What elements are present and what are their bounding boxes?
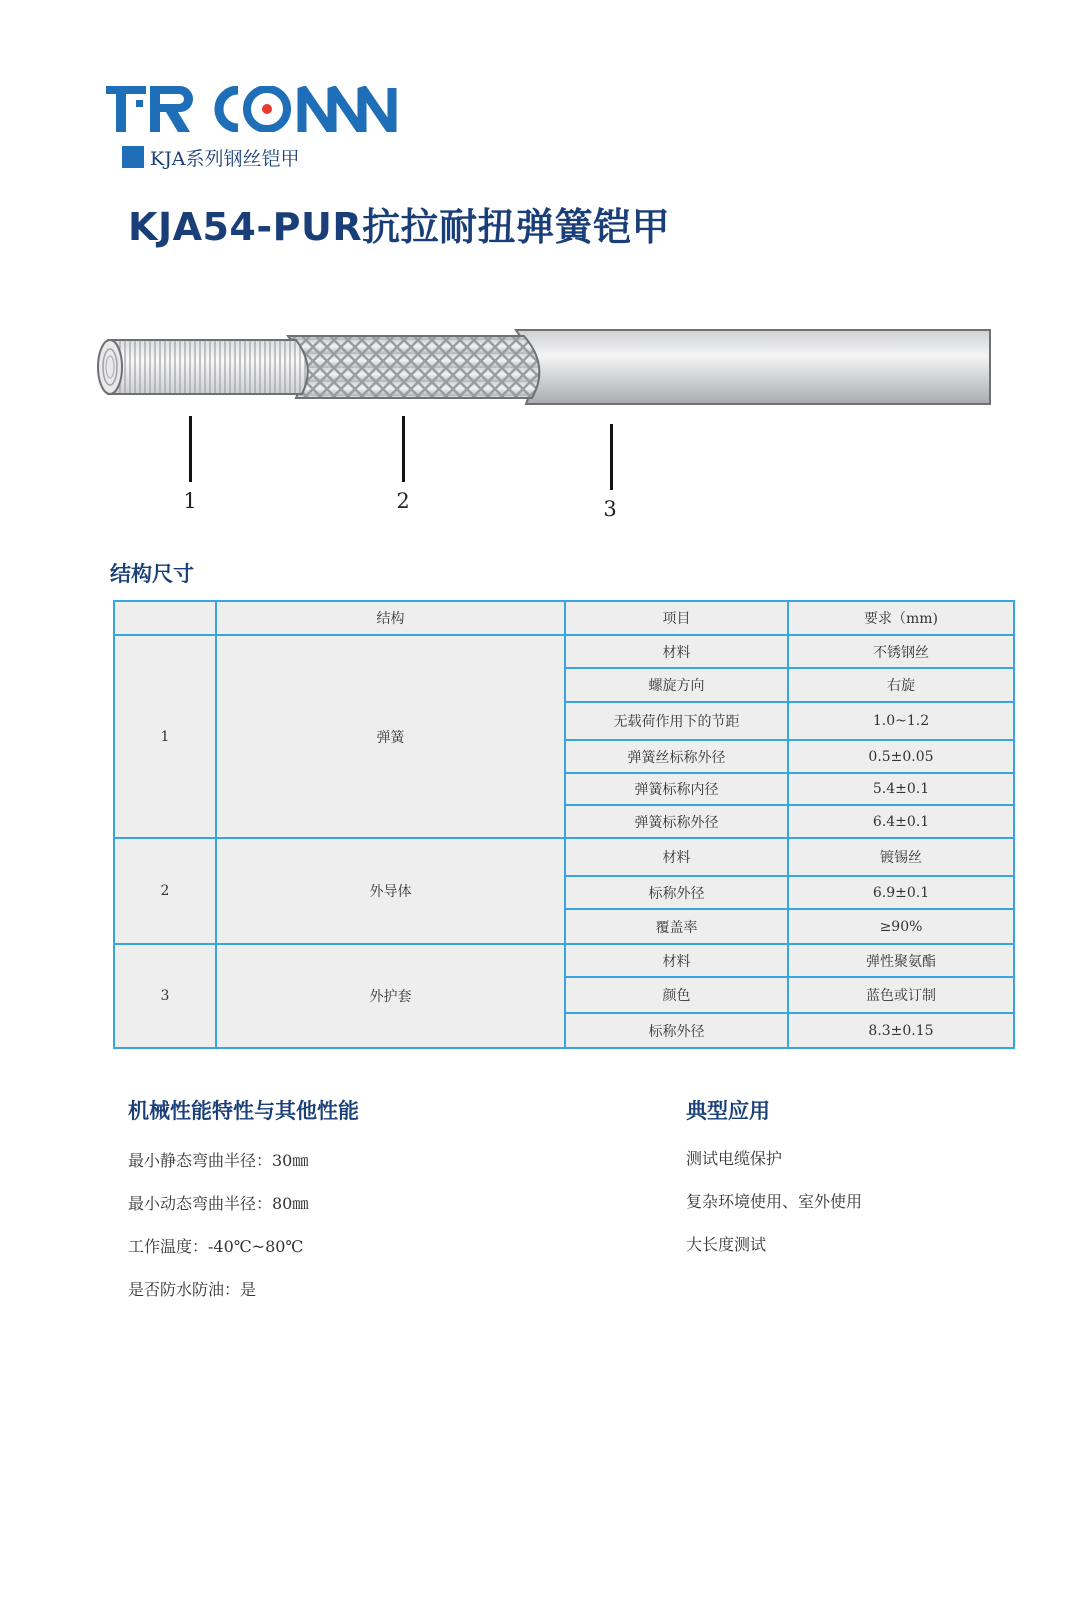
mechanical-heading: 机械性能特性与其他性能 [128,1099,359,1123]
spring-armor-layer [98,340,308,394]
value-cell: 弹性聚氨酯 [788,944,1014,977]
value-cell: 1.0~1.2 [788,702,1014,740]
value-cell: 不锈钢丝 [788,635,1014,668]
cable-diagram [96,326,996,412]
item-cell: 材料 [565,838,788,876]
trconn-logo [106,86,428,132]
item-cell: 颜色 [565,977,788,1013]
group-name: 外导体 [216,838,565,944]
series-tag [122,145,300,169]
group-no: 2 [114,838,216,944]
mechanical-line: 是否防水防油：是 [128,1280,257,1299]
group-no: 3 [114,944,216,1048]
value-cell: 0.5±0.05 [788,740,1014,773]
leader-line-3 [610,424,613,490]
structure-heading: 结构尺寸 [110,562,194,586]
layer-marker-2: 2 [396,489,410,513]
item-cell: 弹簧标称外径 [565,805,788,838]
value-cell: 蓝色或订制 [788,977,1014,1013]
application-line: 测试电缆保护 [686,1149,783,1168]
header-no-cell [114,601,216,635]
group-name: 弹簧 [216,635,565,838]
table-row [114,635,1014,668]
series-label: KJA系列钢丝铠甲 [150,147,300,170]
structure-table [113,600,1015,1049]
table-header-row [114,601,1014,635]
header-item: 项目 [565,601,788,635]
value-cell: ≥90% [788,909,1014,944]
leader-line-2 [402,416,405,482]
item-cell: 无载荷作用下的节距 [565,702,788,740]
applications-heading: 典型应用 [686,1099,770,1123]
mechanical-line: 工作温度：-40℃~80℃ [128,1237,304,1256]
leader-line-1 [189,416,192,482]
application-line: 复杂环境使用、室外使用 [686,1192,863,1211]
header-requirement: 要求（mm) [788,601,1014,635]
item-cell: 标称外径 [565,876,788,909]
item-cell: 螺旋方向 [565,668,788,702]
mechanical-line: 最小静态弯曲半径：30㎜ [128,1151,309,1170]
item-cell: 弹簧丝标称外径 [565,740,788,773]
header-structure: 结构 [216,601,565,635]
page-title: KJA54-PUR抗拉耐扭弹簧铠甲 [128,205,671,249]
mechanical-line: 最小动态弯曲半径：80㎜ [128,1194,309,1213]
item-cell: 弹簧标称内径 [565,773,788,805]
table-row [114,838,1014,876]
layer-marker-1: 1 [183,489,197,513]
braid-outer-conductor-layer [288,336,539,398]
application-line: 大长度测试 [686,1235,767,1254]
group-name: 外护套 [216,944,565,1048]
value-cell: 右旋 [788,668,1014,702]
value-cell: 6.9±0.1 [788,876,1014,909]
value-cell: 5.4±0.1 [788,773,1014,805]
item-cell: 材料 [565,944,788,977]
value-cell: 8.3±0.15 [788,1013,1014,1048]
group-no: 1 [114,635,216,838]
outer-jacket-layer [516,330,990,404]
item-cell: 材料 [565,635,788,668]
layer-marker-3: 3 [603,497,617,521]
value-cell: 6.4±0.1 [788,805,1014,838]
item-cell: 标称外径 [565,1013,788,1048]
value-cell: 镀锡丝 [788,838,1014,876]
table-row [114,944,1014,977]
item-cell: 覆盖率 [565,909,788,944]
series-square-icon [122,146,144,168]
